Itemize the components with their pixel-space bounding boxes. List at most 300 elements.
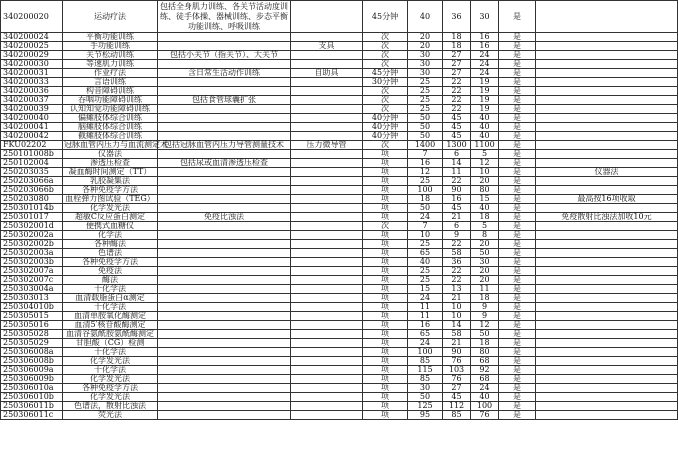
remark-cell: [536, 330, 678, 339]
insurance-flag-cell: 是: [499, 402, 536, 411]
unit-cell: 项: [363, 303, 408, 312]
unit-cell: 项: [363, 312, 408, 321]
price-tier-2-cell: 22: [443, 276, 471, 285]
item-content-cell: [158, 384, 291, 393]
insurance-flag-cell: 是: [499, 51, 536, 60]
remark-cell: [536, 411, 678, 420]
price-tier-3-cell: 40: [471, 114, 499, 123]
excluded-content-cell: [291, 303, 363, 312]
unit-cell: 次: [363, 96, 408, 105]
remark-cell: [536, 51, 678, 60]
price-tier-2-cell: 27: [443, 69, 471, 78]
item-code-cell: 250203035: [1, 168, 63, 177]
price-tier-3-cell: 5: [471, 150, 499, 159]
item-content-cell: [158, 312, 291, 321]
unit-cell: 45分钟: [363, 1, 408, 33]
unit-cell: 项: [363, 258, 408, 267]
price-tier-2-cell: 11: [443, 168, 471, 177]
price-tier-1-cell: 24: [408, 213, 443, 222]
insurance-flag-cell: 是: [499, 195, 536, 204]
item-code-cell: 250306008b: [1, 357, 63, 366]
insurance-flag-cell: 是: [499, 78, 536, 87]
item-code-cell: 340200040: [1, 114, 63, 123]
excluded-content-cell: [291, 366, 363, 375]
unit-cell: 项: [363, 267, 408, 276]
insurance-flag-cell: 是: [499, 42, 536, 51]
unit-cell: 项: [363, 402, 408, 411]
price-tier-2-cell: 22: [443, 96, 471, 105]
price-tier-2-cell: 45: [443, 204, 471, 213]
item-code-cell: 340200039: [1, 105, 63, 114]
excluded-content-cell: [291, 339, 363, 348]
excluded-content-cell: [291, 150, 363, 159]
price-tier-3-cell: 9: [471, 312, 499, 321]
item-code-cell: 250301014b: [1, 204, 63, 213]
price-tier-3-cell: 10: [471, 168, 499, 177]
insurance-flag-cell: 是: [499, 285, 536, 294]
price-tier-1-cell: 25: [408, 177, 443, 186]
item-content-cell: [158, 231, 291, 240]
excluded-content-cell: [291, 348, 363, 357]
price-tier-1-cell: 1400: [408, 141, 443, 150]
price-tier-3-cell: 76: [471, 411, 499, 420]
item-content-cell: [158, 33, 291, 42]
excluded-content-cell: [291, 177, 363, 186]
item-name-cell: 化学法: [63, 231, 158, 240]
unit-cell: 项: [363, 357, 408, 366]
price-tier-2-cell: 22: [443, 105, 471, 114]
item-name-cell: 干化学法: [63, 285, 158, 294]
price-tier-3-cell: 16: [471, 42, 499, 51]
price-tier-1-cell: 11: [408, 303, 443, 312]
price-tier-3-cell: 20: [471, 177, 499, 186]
insurance-flag-cell: 是: [499, 105, 536, 114]
price-tier-3-cell: 19: [471, 87, 499, 96]
price-tier-2-cell: 18: [443, 33, 471, 42]
price-tier-2-cell: 112: [443, 402, 471, 411]
price-tier-3-cell: 92: [471, 366, 499, 375]
price-tier-1-cell: 15: [408, 285, 443, 294]
price-tier-2-cell: 10: [443, 303, 471, 312]
item-content-cell: [158, 177, 291, 186]
item-name-cell: 色谱法，散射比浊法: [63, 402, 158, 411]
price-tier-1-cell: 16: [408, 159, 443, 168]
price-tier-1-cell: 65: [408, 330, 443, 339]
item-content-cell: [158, 276, 291, 285]
remark-cell: 仪器法: [536, 168, 678, 177]
item-code-cell: 250302002b: [1, 240, 63, 249]
price-tier-3-cell: 18: [471, 213, 499, 222]
unit-cell: 次: [363, 51, 408, 60]
price-tier-1-cell: 25: [408, 276, 443, 285]
item-name-cell: 乳胶凝集法: [63, 177, 158, 186]
unit-cell: 项: [363, 168, 408, 177]
excluded-content-cell: [291, 195, 363, 204]
remark-cell: [536, 69, 678, 78]
price-tier-2-cell: 21: [443, 213, 471, 222]
price-tier-1-cell: 50: [408, 204, 443, 213]
item-content-cell: [158, 267, 291, 276]
item-name-cell: 血清5′核苷酸酶测定: [63, 321, 158, 330]
price-tier-3-cell: 19: [471, 78, 499, 87]
price-tier-3-cell: 24: [471, 60, 499, 69]
item-content-cell: [158, 357, 291, 366]
unit-cell: 项: [363, 195, 408, 204]
price-tier-2-cell: 27: [443, 384, 471, 393]
price-tier-2-cell: 9: [443, 231, 471, 240]
remark-cell: [536, 132, 678, 141]
excluded-content-cell: [291, 285, 363, 294]
price-tier-1-cell: 65: [408, 249, 443, 258]
insurance-flag-cell: 是: [499, 168, 536, 177]
unit-cell: 项: [363, 348, 408, 357]
remark-cell: [536, 141, 678, 150]
remark-cell: [536, 222, 678, 231]
excluded-content-cell: [291, 105, 363, 114]
price-tier-1-cell: 95: [408, 411, 443, 420]
item-name-cell: 手功能训练: [63, 42, 158, 51]
item-name-cell: 干化学法: [63, 348, 158, 357]
item-name-cell: 作业疗法: [63, 69, 158, 78]
price-tier-2-cell: 90: [443, 348, 471, 357]
excluded-content-cell: [291, 402, 363, 411]
price-tier-3-cell: 80: [471, 186, 499, 195]
insurance-flag-cell: 是: [499, 123, 536, 132]
price-tier-2-cell: 90: [443, 186, 471, 195]
remark-cell: [536, 96, 678, 105]
remark-cell: [536, 33, 678, 42]
insurance-flag-cell: 是: [499, 357, 536, 366]
item-code-cell: 340200024: [1, 33, 63, 42]
price-tier-3-cell: 12: [471, 321, 499, 330]
item-content-cell: [158, 402, 291, 411]
price-tier-2-cell: 36: [443, 1, 471, 33]
table-row: [1, 1, 678, 33]
price-tier-1-cell: 30: [408, 60, 443, 69]
unit-cell: 项: [363, 411, 408, 420]
remark-cell: [536, 375, 678, 384]
unit-cell: 项: [363, 276, 408, 285]
remark-cell: [536, 42, 678, 51]
excluded-content-cell: [291, 312, 363, 321]
unit-cell: 项: [363, 330, 408, 339]
unit-cell: 项: [363, 375, 408, 384]
price-tier-1-cell: 18: [408, 195, 443, 204]
price-table-body: [1, 1, 678, 420]
remark-cell: 免疫散射比浊法加收10元: [536, 213, 678, 222]
price-tier-2-cell: 45: [443, 393, 471, 402]
item-code-cell: 250302007c: [1, 276, 63, 285]
price-tier-3-cell: 11: [471, 285, 499, 294]
item-code-cell: 250305029: [1, 339, 63, 348]
insurance-flag-cell: 是: [499, 186, 536, 195]
price-tier-2-cell: 58: [443, 249, 471, 258]
price-tier-1-cell: 115: [408, 366, 443, 375]
item-name-cell: 化学发光法: [63, 204, 158, 213]
item-name-cell: 偏瘫肢体综合训练: [63, 114, 158, 123]
item-content-cell: [158, 123, 291, 132]
insurance-flag-cell: 是: [499, 150, 536, 159]
item-content-cell: [158, 303, 291, 312]
item-content-cell: [158, 222, 291, 231]
item-name-cell: 血栓弹力图试验（TEG）: [63, 195, 158, 204]
item-code-cell: 250306009a: [1, 366, 63, 375]
price-tier-1-cell: 125: [408, 402, 443, 411]
item-code-cell: 250101008b: [1, 150, 63, 159]
insurance-flag-cell: 是: [499, 276, 536, 285]
price-tier-2-cell: 6: [443, 150, 471, 159]
excluded-content-cell: [291, 393, 363, 402]
item-name-cell: 凝血酶时间测定（TT）: [63, 168, 158, 177]
insurance-flag-cell: 是: [499, 393, 536, 402]
item-content-cell: [158, 366, 291, 375]
price-tier-3-cell: 9: [471, 303, 499, 312]
item-content-cell: [158, 375, 291, 384]
item-code-cell: 250305016: [1, 321, 63, 330]
price-tier-3-cell: 40: [471, 132, 499, 141]
price-tier-2-cell: 58: [443, 330, 471, 339]
remark-cell: [536, 339, 678, 348]
price-tier-1-cell: 30: [408, 69, 443, 78]
price-tier-2-cell: 18: [443, 42, 471, 51]
excluded-content-cell: [291, 114, 363, 123]
excluded-content-cell: [291, 1, 363, 33]
price-tier-2-cell: 22: [443, 240, 471, 249]
insurance-flag-cell: 是: [499, 33, 536, 42]
insurance-flag-cell: 是: [499, 321, 536, 330]
excluded-content-cell: [291, 258, 363, 267]
unit-cell: 次: [363, 60, 408, 69]
price-tier-1-cell: 12: [408, 168, 443, 177]
excluded-content-cell: [291, 357, 363, 366]
excluded-content-cell: [291, 186, 363, 195]
item-content-cell: 包括食管球囊扩张: [158, 96, 291, 105]
excluded-content-cell: [291, 375, 363, 384]
unit-cell: 次: [363, 87, 408, 96]
unit-cell: 次: [363, 42, 408, 51]
unit-cell: 项: [363, 339, 408, 348]
insurance-flag-cell: 是: [499, 330, 536, 339]
price-tier-3-cell: 19: [471, 96, 499, 105]
item-name-cell: 认知知觉功能障碍训练: [63, 105, 158, 114]
item-content-cell: [158, 105, 291, 114]
insurance-flag-cell: 是: [499, 303, 536, 312]
price-tier-2-cell: 27: [443, 51, 471, 60]
insurance-flag-cell: 是: [499, 231, 536, 240]
price-tier-3-cell: 80: [471, 348, 499, 357]
price-tier-2-cell: 22: [443, 267, 471, 276]
item-code-cell: 250302003b: [1, 258, 63, 267]
unit-cell: 45分钟: [363, 69, 408, 78]
price-tier-1-cell: 7: [408, 150, 443, 159]
item-name-cell: 血清单胺氧化酶测定: [63, 312, 158, 321]
item-name-cell: 干化学法: [63, 303, 158, 312]
excluded-content-cell: [291, 159, 363, 168]
item-code-cell: 340200041: [1, 123, 63, 132]
item-name-cell: 脑瘫肢体综合训练: [63, 123, 158, 132]
price-tier-1-cell: 20: [408, 33, 443, 42]
insurance-flag-cell: 是: [499, 294, 536, 303]
price-tier-3-cell: 68: [471, 375, 499, 384]
remark-cell: [536, 402, 678, 411]
item-content-cell: [158, 195, 291, 204]
unit-cell: 项: [363, 204, 408, 213]
item-code-cell: 340200020: [1, 1, 63, 33]
price-tier-3-cell: 20: [471, 267, 499, 276]
insurance-flag-cell: 是: [499, 312, 536, 321]
item-content-cell: [158, 330, 291, 339]
insurance-flag-cell: 是: [499, 60, 536, 69]
item-code-cell: 340200033: [1, 78, 63, 87]
item-name-cell: 血清载脂蛋白α测定: [63, 294, 158, 303]
price-tier-2-cell: 22: [443, 177, 471, 186]
item-name-cell: 冠脉血管内压力与血流测定术: [64, 140, 168, 149]
item-name-cell: 血清谷氨酰胺氨酰酶测定: [63, 330, 158, 339]
item-code-cell: 250302007a: [1, 267, 63, 276]
item-content-cell: [158, 114, 291, 123]
price-tier-1-cell: 25: [408, 78, 443, 87]
remark-cell: [536, 285, 678, 294]
price-tier-3-cell: 100: [471, 402, 499, 411]
excluded-content-cell: [291, 78, 363, 87]
insurance-flag-cell: 是: [499, 375, 536, 384]
unit-cell: 项: [363, 393, 408, 402]
item-content-cell: 包括小关节（指关节）、大关节: [158, 51, 291, 60]
item-code-cell: 340200029: [1, 51, 63, 60]
excluded-content-cell: [291, 411, 363, 420]
price-tier-2-cell: 21: [443, 294, 471, 303]
item-code-cell: 250301017: [1, 213, 63, 222]
price-tier-2-cell: 27: [443, 60, 471, 69]
item-content-cell: [158, 285, 291, 294]
price-tier-3-cell: 16: [471, 33, 499, 42]
item-name-cell: 平衡功能训练: [63, 33, 158, 42]
item-code-cell: 250203066a: [1, 177, 63, 186]
item-name-cell: 干化学法: [63, 366, 158, 375]
item-content-cell: [158, 348, 291, 357]
unit-cell: 项: [363, 177, 408, 186]
item-content-cell: 包括冠脉血管内压力导管测量技术: [158, 141, 291, 150]
unit-cell: 项: [363, 159, 408, 168]
excluded-content-cell: [291, 51, 363, 60]
price-tier-2-cell: 22: [443, 87, 471, 96]
item-content-cell: [158, 411, 291, 420]
item-name-cell: 超敏C反应蛋白测定: [63, 213, 158, 222]
unit-cell: 项: [363, 150, 408, 159]
item-name-cell: 构音障碍训练: [63, 87, 158, 96]
excluded-content-cell: [291, 87, 363, 96]
price-tier-2-cell: 13: [443, 285, 471, 294]
insurance-flag-cell: 是: [499, 249, 536, 258]
unit-cell: 40分钟: [363, 123, 408, 132]
remark-cell: [536, 321, 678, 330]
excluded-content-cell: [291, 168, 363, 177]
price-tier-2-cell: 22: [443, 78, 471, 87]
item-content-cell: [158, 186, 291, 195]
remark-cell: [536, 78, 678, 87]
unit-cell: 项: [363, 186, 408, 195]
price-tier-3-cell: 20: [471, 276, 499, 285]
price-tier-3-cell: 40: [471, 123, 499, 132]
item-code-cell: 250306011c: [1, 411, 63, 420]
unit-cell: 项: [363, 285, 408, 294]
price-tier-1-cell: 10: [408, 231, 443, 240]
insurance-flag-cell: 是: [499, 141, 536, 150]
item-code-cell: 250203080: [1, 195, 63, 204]
unit-cell: 40分钟: [363, 114, 408, 123]
excluded-content-cell: 支具: [291, 42, 363, 51]
price-tier-3-cell: 68: [471, 357, 499, 366]
item-content-cell: 包括全身肌力训练、各关节活动度训练、徒手体操、器械训练、步态平衡功能训练、呼吸训练: [158, 1, 291, 33]
excluded-content-cell: 压力微导管: [291, 141, 363, 150]
item-code-cell: 250306010b: [1, 393, 63, 402]
price-tier-2-cell: 76: [443, 357, 471, 366]
remark-cell: [536, 348, 678, 357]
remark-cell: [536, 393, 678, 402]
remark-cell: [536, 60, 678, 69]
price-tier-3-cell: 24: [471, 384, 499, 393]
unit-cell: 项: [363, 213, 408, 222]
item-name-cell: 酶法: [63, 276, 158, 285]
excluded-content-cell: [291, 123, 363, 132]
remark-cell: [536, 294, 678, 303]
excluded-content-cell: [291, 240, 363, 249]
unit-cell: 项: [363, 231, 408, 240]
insurance-flag-cell: 是: [499, 96, 536, 105]
price-tier-3-cell: 18: [471, 294, 499, 303]
excluded-content-cell: [291, 294, 363, 303]
insurance-flag-cell: 是: [499, 213, 536, 222]
price-tier-2-cell: 16: [443, 195, 471, 204]
price-tier-1-cell: 11: [408, 312, 443, 321]
item-code-cell: 250303013: [1, 294, 63, 303]
item-name-cell: 甘胆酸（CG）检测: [63, 339, 158, 348]
excluded-content-cell: [291, 330, 363, 339]
item-content-cell: [158, 168, 291, 177]
insurance-flag-cell: 是: [499, 384, 536, 393]
item-content-cell: [158, 249, 291, 258]
item-content-cell: 包括尿或血清渗透压检查: [158, 159, 291, 168]
remark-cell: [536, 150, 678, 159]
price-tier-3-cell: 20: [471, 240, 499, 249]
unit-cell: 次: [363, 105, 408, 114]
insurance-flag-cell: 是: [499, 240, 536, 249]
remark-cell: [536, 87, 678, 96]
insurance-flag-cell: 是: [499, 348, 536, 357]
table-row: [1, 411, 678, 420]
remark-cell: [536, 258, 678, 267]
unit-cell: 次: [363, 33, 408, 42]
price-tier-2-cell: 6: [443, 222, 471, 231]
excluded-content-cell: [291, 96, 363, 105]
price-tier-2-cell: 36: [443, 258, 471, 267]
price-tier-1-cell: 40: [408, 258, 443, 267]
price-tier-3-cell: 18: [471, 339, 499, 348]
price-tier-3-cell: 30: [471, 258, 499, 267]
item-name-cell: 仪器法: [63, 150, 158, 159]
item-code-cell: 250305015: [1, 312, 63, 321]
remark-cell: [536, 105, 678, 114]
item-code-cell: 340200031: [1, 69, 63, 78]
price-tier-2-cell: 1300: [443, 141, 471, 150]
insurance-flag-cell: 是: [499, 1, 536, 33]
item-content-cell: [158, 258, 291, 267]
insurance-flag-cell: 是: [499, 114, 536, 123]
item-name-cell: 关节松动训练: [63, 51, 158, 60]
insurance-flag-cell: 是: [499, 69, 536, 78]
unit-cell: 项: [363, 249, 408, 258]
price-tier-1-cell: 25: [408, 87, 443, 96]
